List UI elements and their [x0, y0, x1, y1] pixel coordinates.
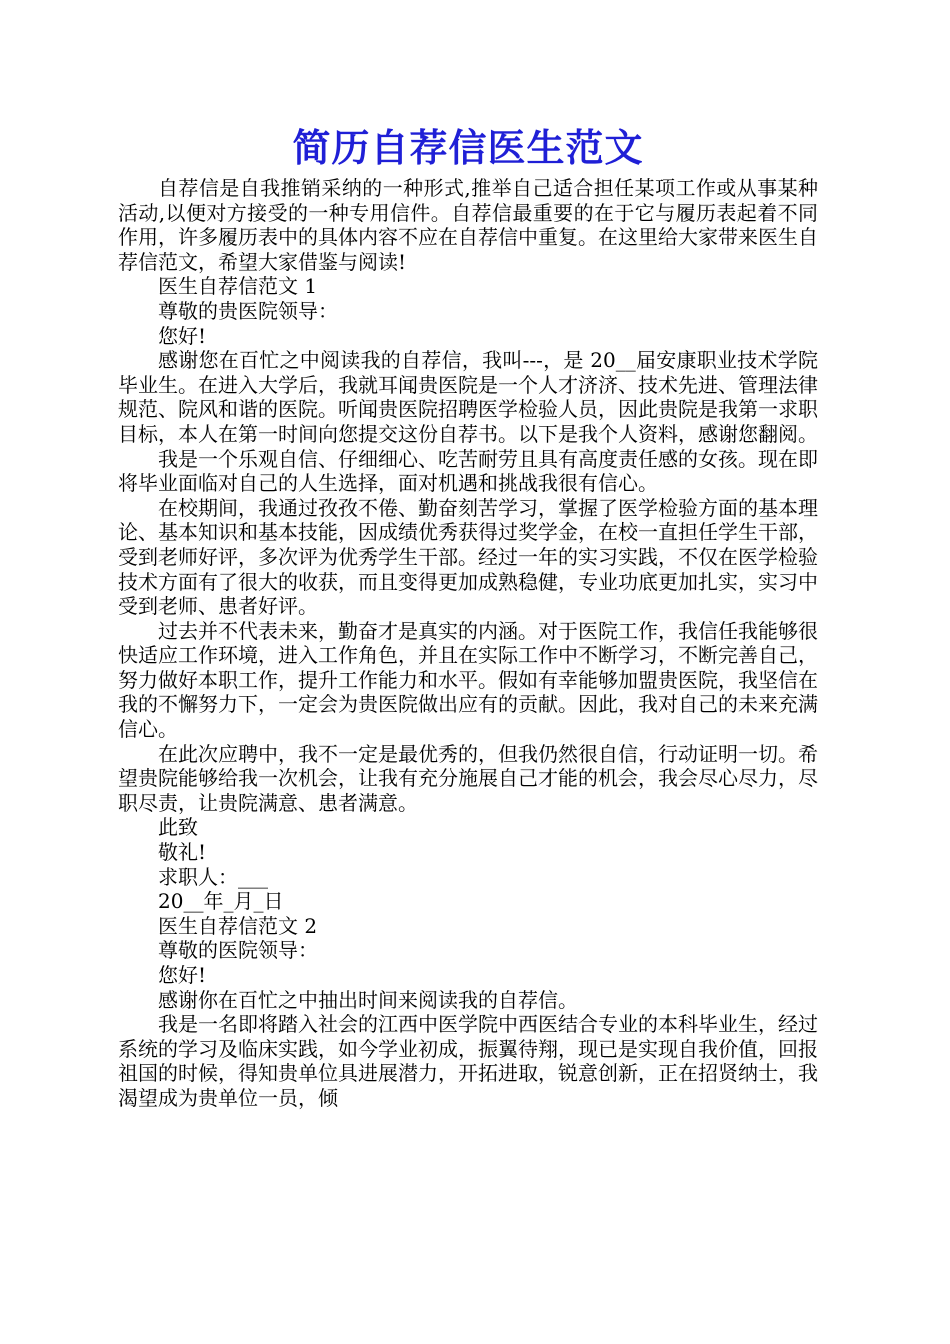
sample2-paragraph: 我是一名即将踏入社会的江西中医学院中西医结合专业的本科毕业生，经过系统的学习及临床实践，如今学业初成，振翼待翔，现已是实现自我价值，回报祖国的时候，得知贵单位具进展潜力，开拓进取，锐意创新，正在招贤纳士，我渴望成为贵单位一员，倾	[118, 1012, 818, 1110]
sample1-salutation: 尊敬的贵医院领导：	[158, 298, 338, 323]
intro-paragraph: 自荐信是自我推销采纳的一种形式,推举自己适合担任某项工作或从事某种活动,以便对方接受的一种专用信件。自荐信最重要的在于它与履历表起着不同作用，许多履历表中的具体内容不应在自荐信中重复。在这里给大家带来医生自荐信范文，希望大家借鉴与阅读!	[118, 176, 818, 274]
sample1-paragraph: 过去并不代表未来，勤奋才是真实的内涵。对于医院工作，我信任我能够很快适应工作环境，进入工作角色，并且在实际工作中不断学习，不断完善自己，努力做好本职工作，提升工作能力和水平。假如有幸能够加盟贵医院，我坚信在我的不懈努力下，一定会为贵医院做出应有的贡献。因此，我对自己的未来充满信心。	[118, 618, 818, 742]
sample1-greeting: 您好!	[158, 323, 207, 348]
sample1-heading: 医生自荐信范文 1	[158, 274, 318, 299]
sample2-heading: 医生自荐信范文 2	[158, 913, 318, 938]
sample1-paragraph: 感谢您在百忙之中阅读我的自荐信，我叫---，是 20__届安康职业技术学院毕业生。在进入大学后，我就耳闻贵医院是一个人才济济、技术先进、管理法律规范、院风和谐的医院。听闻贵医院招聘医学检验人员，因此贵院是我第一求职目标，本人在第一时间向您提交这份自荐书。以下是我个人资料，感谢您翻阅。	[118, 348, 818, 446]
sample2-salutation: 尊敬的医院领导：	[158, 938, 318, 963]
sample2-greeting: 您好!	[158, 963, 207, 987]
sample1-regards: 敬礼!	[158, 840, 207, 865]
sample1-signature: 求职人：___	[158, 864, 268, 889]
document-title: 简历自荐信医生范文	[292, 125, 644, 170]
sample1-paragraph: 在校期间，我通过孜孜不倦、勤奋刻苦学习，掌握了医学检验方面的基本理论、基本知识和基本技能，因成绩优秀获得过奖学金，在校一直担任学生干部，受到老师好评，多次评为优秀学生干部。经过一年的实习实践，不仅在医学检验技术方面有了很大的收获，而且变得更加成熟稳健，专业功底更加扎实，实习中受到老师、患者好评。	[118, 495, 818, 619]
sample1-date: 20__年_月_日	[158, 889, 284, 914]
sample1-paragraph: 我是一个乐观自信、仔细细心、吃苦耐劳且具有高度责任感的女孩。现在即将毕业面临对自己的人生选择，面对机遇和挑战我很有信心。	[118, 446, 818, 496]
document-page	[118, 120, 818, 1111]
sample2-thanks: 感谢你在百忙之中抽出时间来阅读我的自荐信。	[158, 987, 578, 1012]
sample1-closing: 此致	[158, 815, 198, 840]
sample1-paragraph: 在此次应聘中，我不一定是最优秀的，但我仍然很自信，行动证明一切。希望贵院能够给我一次机会，让我有充分施展自己才能的机会，我会尽心尽力，尽职尽责，让贵院满意、患者满意。	[118, 741, 818, 815]
